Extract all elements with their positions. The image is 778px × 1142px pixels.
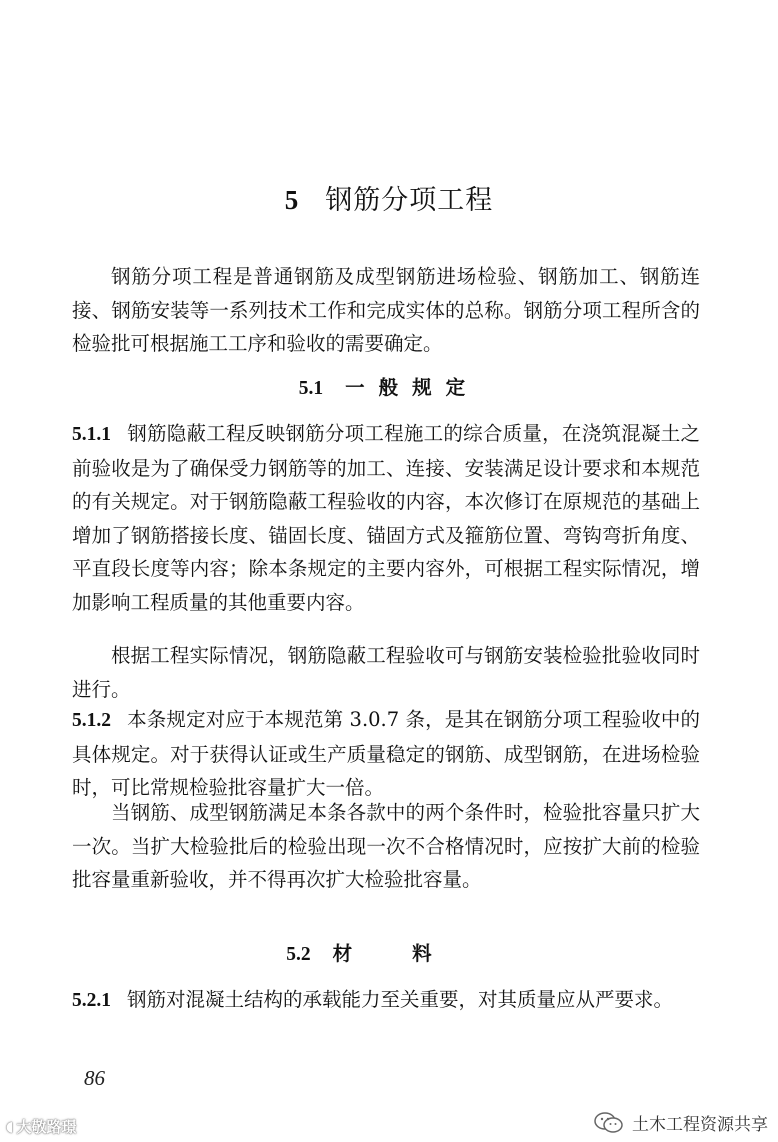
clause-text: 钢筋隐蔽工程反映钢筋分项工程施工的综合质量，在浇筑混凝土之前验收是为了确保受力钢筋等的加工、连接、安装满足设计要求和本规范的有关规定。对于钢筋隐蔽工程验收的内容，本次修订在原规范的基础上增加了钢筋搭接长度、锚固长度、锚固方式及箍筋位置、弯钩弯折角度、平直段长度等内容；除本条规定的主要内容外，可根据工程实际情况，增加影响工程质量的其他重要内容。 bbox=[72, 422, 700, 614]
section-number: 5.1 bbox=[298, 378, 324, 399]
watermark-logo-icon: ◖ bbox=[6, 1118, 14, 1135]
clause-text: 本条规定对应于本规范第 3.0.7 条，是其在钢筋分项工程验收中的具体规定。对于获得认证或生产质量稳定的钢筋、成型钢筋，在进场检验时，可比常规检验批容量扩大一倍。 bbox=[72, 708, 700, 799]
section-title: 一般规定 bbox=[345, 376, 480, 399]
section-number: 5.2 bbox=[286, 944, 311, 965]
wechat-icon bbox=[594, 1112, 624, 1134]
watermark-right-text: 土木工程资源共享 bbox=[632, 1115, 768, 1135]
clause-5-1-2 bbox=[72, 703, 700, 805]
watermark-left-text: 大敬路璟 bbox=[16, 1118, 77, 1136]
clause-text: 钢筋对混凝土结构的承载能力至关重要，对其质量应从严要求。 bbox=[127, 988, 674, 1011]
chapter-number: 5 bbox=[284, 185, 300, 215]
intro-paragraph: 钢筋分项工程是普通钢筋及成型钢筋进场检验、钢筋加工、钢筋连接、钢筋安装等一系列技术工作和完成实体的总称。钢筋分项工程所含的检验批可根据施工工序和验收的需要确定。 bbox=[72, 265, 700, 355]
chapter-title bbox=[0, 178, 778, 217]
section-heading-5-1 bbox=[0, 372, 778, 400]
clause-number: 5.2.1 bbox=[72, 990, 111, 1011]
section-title: 材料 bbox=[332, 942, 492, 965]
clause-5-1-1-paragraph-2: 根据工程实际情况，钢筋隐蔽工程验收可与钢筋安装检验批验收同时进行。 bbox=[72, 644, 700, 701]
section-heading-5-2 bbox=[0, 938, 778, 966]
watermark-right bbox=[594, 1110, 768, 1135]
watermark-left bbox=[6, 1116, 76, 1137]
page-number: 86 bbox=[84, 1066, 105, 1090]
clause-5-1-2-paragraph-2: 当钢筋、成型钢筋满足本条各款中的两个条件时，检验批容量只扩大一次。当扩大检验批后的检验出现一次不合格情况时，应按扩大前的检验批容量重新验收，并不得再次扩大检验批容量。 bbox=[72, 801, 700, 891]
clause-number: 5.1.2 bbox=[72, 710, 111, 731]
clause-number: 5.1.1 bbox=[72, 424, 111, 445]
clause-5-1-1 bbox=[72, 417, 700, 619]
clause-5-2-1 bbox=[72, 983, 700, 1018]
chapter-title-text: 钢筋分项工程 bbox=[325, 185, 494, 216]
